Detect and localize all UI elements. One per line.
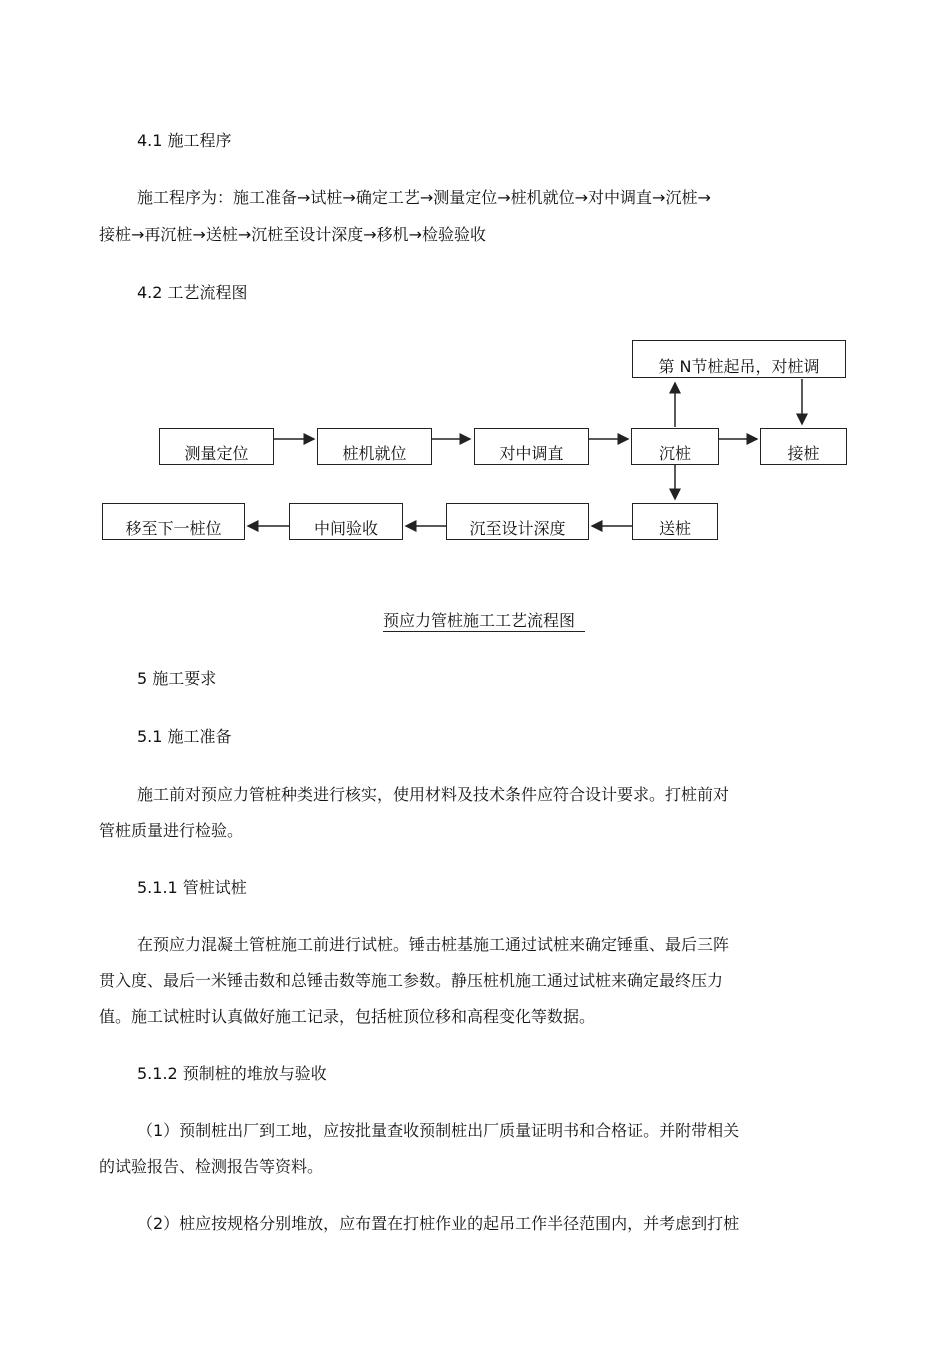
paragraph-line: 值。施工试桩时认真做好施工记录，包括桩顶位移和高程变化等数据。 — [99, 1007, 596, 1026]
heading-5-1: 5.1 施工准备 — [137, 727, 232, 746]
paragraph-line: 施工程序为：施工准备→试桩→确定工艺→测量定位→桩机就位→对中调直→沉桩→ — [137, 188, 711, 207]
flow-step-label: 接桩 — [787, 444, 820, 463]
flow-step-depth — [446, 503, 589, 540]
flow-step-label: 移至下一桩位 — [125, 519, 222, 538]
figure-caption: 预应力管桩施工工艺流程图 — [383, 611, 585, 632]
paragraph-line: 施工前对预应力管桩种类进行核实，使用材料及技术条件应符合设计要求。打桩前对 — [137, 785, 730, 804]
paragraph-line: 接桩→再沉桩→送桩→沉桩至设计深度→移机→检验验收 — [99, 225, 487, 244]
flow-step-send — [632, 503, 718, 540]
flow-step-label: 沉桩 — [658, 444, 691, 463]
flow-step-lift — [632, 340, 846, 378]
heading-5-1-1: 5.1.1 管桩试桩 — [137, 878, 247, 897]
flow-step-move — [102, 503, 245, 540]
flow-step-sink — [631, 428, 719, 465]
flow-step-rig — [317, 428, 432, 465]
paragraph-line: 在预应力混凝土管桩施工前进行试桩。锤击桩基施工通过试桩来确定锤重、最后三阵 — [137, 935, 730, 954]
flow-step-survey — [159, 428, 274, 465]
heading-4-2: 4.2 工艺流程图 — [137, 283, 248, 302]
flow-step-label: 第 N节桩起吊，对桩调 — [658, 357, 820, 376]
heading-4-1: 4.1 施工程序 — [137, 131, 232, 150]
flowchart-arrows — [0, 0, 950, 640]
flow-step-label: 桩机就位 — [342, 444, 407, 463]
paragraph-line: （1）预制桩出厂到工地，应按批量查收预制桩出厂质量证明书和合格证。并附带相关 — [137, 1121, 740, 1140]
heading-5-1-2: 5.1.2 预制桩的堆放与验收 — [137, 1064, 327, 1083]
flow-step-splice — [760, 428, 847, 465]
paragraph-line: 贯入度、最后一米锤击数和总锤击数等施工参数。静压桩机施工通过试桩来确定最终压力 — [99, 971, 724, 990]
paragraph-line: 管桩质量进行检验。 — [99, 821, 244, 840]
flow-step-label: 中间验收 — [313, 519, 378, 538]
flow-step-align — [474, 428, 589, 465]
flow-step-inspect — [289, 503, 403, 540]
flow-step-label: 送桩 — [658, 519, 691, 538]
flow-step-label: 对中调直 — [499, 444, 564, 463]
heading-5: 5 施工要求 — [137, 669, 217, 688]
paragraph-line: （2）桩应按规格分别堆放，应布置在打桩作业的起吊工作半径范围内，并考虑到打桩 — [137, 1214, 740, 1233]
flow-step-label: 测量定位 — [184, 444, 249, 463]
flow-step-label: 沉至设计深度 — [469, 519, 566, 538]
paragraph-line: 的试验报告、检测报告等资料。 — [99, 1157, 324, 1176]
